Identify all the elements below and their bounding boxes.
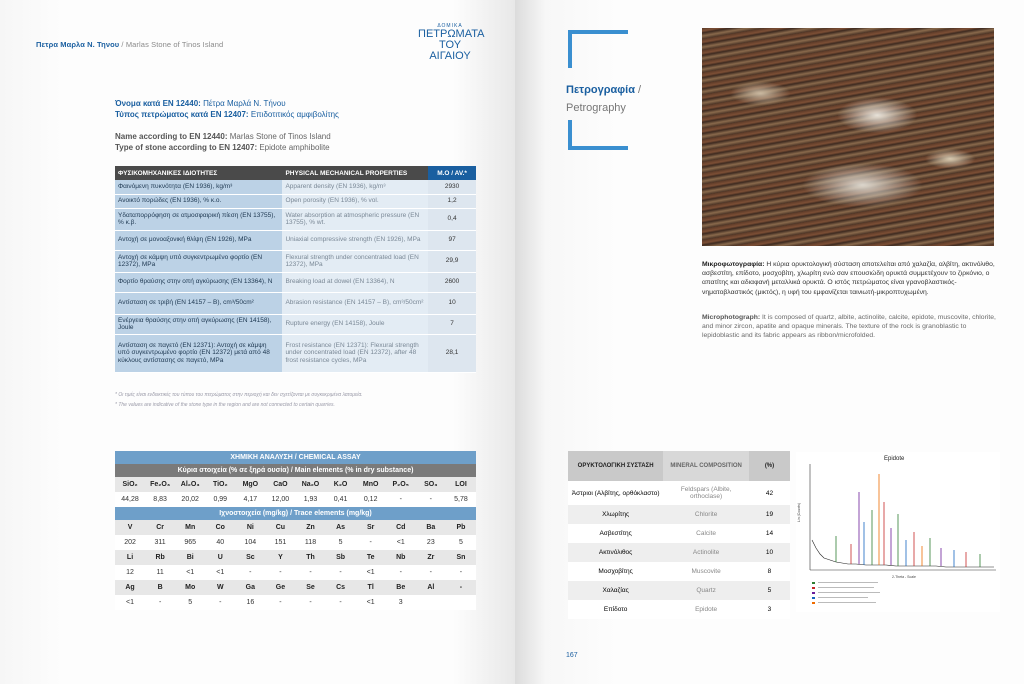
element-label: MnO xyxy=(356,477,386,492)
xrd-legend-swatch xyxy=(812,582,815,584)
table-row xyxy=(568,600,790,619)
element-value: - xyxy=(205,595,235,610)
element-label: U xyxy=(205,550,235,565)
mineral-gr: Ακτινόλιθος xyxy=(568,543,663,562)
mineral-en: Muscovite xyxy=(663,562,749,581)
properties-header-en: PHYSICAL MECHANICAL PROPERTIES xyxy=(282,166,428,180)
mineral-pct: 8 xyxy=(749,562,790,581)
element-label: Pb xyxy=(446,520,476,535)
element-value: 0,41 xyxy=(326,492,356,507)
property-en: Abrasion resistance (EN 14157 – B), cm³/50cm² xyxy=(282,292,428,314)
xrd-diffractogram xyxy=(796,452,1000,612)
header-separator: / xyxy=(119,40,126,49)
properties-table xyxy=(115,166,476,373)
table-row xyxy=(568,543,790,562)
chemical-title-gr: ΧΗΜΙΚΗ ΑΝΑΛΥΣΗ xyxy=(230,454,293,461)
element-value: 4,17 xyxy=(235,492,265,507)
element-label: P₂O₅ xyxy=(386,477,416,492)
header-subtitle: Marlas Stone of Tinos Island xyxy=(125,40,224,49)
logo-line-1: ΔΟΜΙΚΑ xyxy=(437,23,463,29)
table-row xyxy=(568,481,790,505)
element-label: Cd xyxy=(386,520,416,535)
element-value: 11 xyxy=(145,565,175,580)
element-value: - xyxy=(326,565,356,580)
element-label: Zn xyxy=(295,520,325,535)
properties-header-gr: ΦΥΣΙΚΟΜΗΧΑΝΙΚΕΣ ΙΔΙΟΤΗΤΕΣ xyxy=(115,166,282,180)
mineral-pct: 42 xyxy=(749,481,790,505)
element-value: 965 xyxy=(175,535,205,550)
gr-type-label: Τύπος πετρώματος κατά EN 12407: xyxy=(115,110,249,119)
element-value: 202 xyxy=(115,535,145,550)
mineral-pct: 19 xyxy=(749,505,790,524)
xrd-legend-swatch xyxy=(812,597,815,599)
element-value: - xyxy=(416,492,446,507)
note-gr: * Οι τιμές είναι ενδεικτικές του τύπου του πετρώματος στην περιοχή και δεν σχετίζονται με συγκεκριμένα λατομεία. xyxy=(115,392,363,398)
table-row xyxy=(568,505,790,524)
xrd-legend-line xyxy=(818,597,868,598)
petrography-title-gr: Πετρογραφία xyxy=(566,84,635,96)
element-value: - xyxy=(145,595,175,610)
mineral-header-en: MINERAL COMPOSITION xyxy=(663,451,749,481)
element-label: Co xyxy=(205,520,235,535)
element-value: <1 xyxy=(115,595,145,610)
element-label: Mo xyxy=(175,580,205,595)
xrd-legend-line xyxy=(818,592,880,593)
table-row xyxy=(568,581,790,600)
element-label: Ga xyxy=(235,580,265,595)
gr-type-value: Επιδοτιτικός αμφιβολίτης xyxy=(250,110,339,119)
table-row xyxy=(568,524,790,543)
en-type-line xyxy=(115,143,330,152)
element-value: 311 xyxy=(145,535,175,550)
element-value xyxy=(446,595,476,610)
element-value: 151 xyxy=(265,535,295,550)
table-row xyxy=(115,334,476,372)
micro-description-en xyxy=(702,313,996,341)
element-value: 3 xyxy=(386,595,416,610)
mineral-en: Epidote xyxy=(663,600,749,619)
frame-top-bar xyxy=(568,30,628,34)
element-value: <1 xyxy=(175,565,205,580)
xrd-legend-line xyxy=(818,602,876,603)
table-row xyxy=(115,314,476,334)
main-elements-labels xyxy=(115,477,476,492)
element-value: 118 xyxy=(295,535,325,550)
element-value: - xyxy=(295,595,325,610)
element-value: 20,02 xyxy=(175,492,205,507)
table-row xyxy=(115,180,476,194)
element-label: K₂O xyxy=(326,477,356,492)
element-value: 16 xyxy=(235,595,265,610)
trace-elements-table xyxy=(115,520,476,610)
trace-values-row xyxy=(115,595,476,610)
table-row xyxy=(115,292,476,314)
mineral-en: Quartz xyxy=(663,581,749,600)
mineral-header-gr: ΟΡΥΚΤΟΛΟΓΙΚΗ ΣΥΣΤΑΣΗ xyxy=(568,451,663,481)
en-name-label: Name according to EN 12440: xyxy=(115,132,228,141)
micro-text-en: It is composed of quartz, albite, actinolite, calcite, epidote, muscovite, chlorite, and minor zircon, apatite and opaque minerals. The texture of the rock is granoblastic to lepidoblastic and its fabric appears as ribbon/microfolded. xyxy=(702,314,996,340)
mineral-table xyxy=(568,451,790,619)
mineral-en: Feldspars (Albite, orthoclase) xyxy=(663,481,749,505)
element-value: - xyxy=(265,565,295,580)
micro-label-en: Microphotograph: xyxy=(702,314,761,321)
property-en: Breaking load at dowel (EN 13364), N xyxy=(282,272,428,292)
element-label: Zr xyxy=(416,550,446,565)
property-value: 2930 xyxy=(428,180,476,194)
property-value: 1,2 xyxy=(428,194,476,208)
element-label: Li xyxy=(115,550,145,565)
element-label: LOI xyxy=(446,477,476,492)
element-value: - xyxy=(235,565,265,580)
property-gr: Ανοικτό πορώδες (EN 1936), % κ.ο. xyxy=(115,194,282,208)
element-label: Al₂O₃ xyxy=(175,477,205,492)
element-label: Sc xyxy=(235,550,265,565)
main-elements-table xyxy=(115,477,476,507)
element-value: 44,28 xyxy=(115,492,145,507)
chemical-assay xyxy=(115,451,476,610)
element-value: 1,93 xyxy=(295,492,325,507)
property-en: Frost resistance (EN 12371): Flexural strength under concentrated load (EN 12372), after 48 frost resistance cycles, MPa xyxy=(282,334,428,372)
element-label: Na₂O xyxy=(295,477,325,492)
gr-name-label: Όνομα κατά EN 12440: xyxy=(115,99,201,108)
element-value: 0,99 xyxy=(205,492,235,507)
property-en: Rupture energy (EN 14158), Joule xyxy=(282,314,428,334)
element-value: - xyxy=(356,535,386,550)
header-title: Πετρα Μαρλα Ν. Τηνου xyxy=(36,40,120,49)
xrd-legend-line xyxy=(818,582,878,583)
main-elements-values xyxy=(115,492,476,507)
property-gr: Αντίσταση σε τριβή (EN 14157 – B), cm³/50cm² xyxy=(115,292,282,314)
properties-header-value: M.O / AV.* xyxy=(428,166,476,180)
element-label: Sn xyxy=(446,550,476,565)
mineral-en: Calcite xyxy=(663,524,749,543)
property-value: 10 xyxy=(428,292,476,314)
petrography-title-slash: / xyxy=(634,84,642,96)
property-value: 0,4 xyxy=(428,208,476,230)
element-label: Sr xyxy=(356,520,386,535)
element-value: 5 xyxy=(326,535,356,550)
element-value: <1 xyxy=(205,565,235,580)
xrd-legend-line xyxy=(818,587,874,588)
table-row xyxy=(115,208,476,230)
trace-elements-header: Ιχνοστοιχεία (mg/kg) / Trace elements (mg/kg) xyxy=(115,507,476,520)
property-gr: Υδαταπορρόφηση σε ατμοσφαιρική πίεση (EN 13755), % κ.β. xyxy=(115,208,282,230)
property-en: Uniaxial compressive strength (EN 1926), MPa xyxy=(282,230,428,250)
property-gr: Φορτίο θραύσης στην οπή αγκύρωσης (EN 13364), N xyxy=(115,272,282,292)
note-en: * The values are indicative of the stone type in the region and are not connected to certain quarries. xyxy=(115,402,335,408)
element-value: - xyxy=(386,565,416,580)
property-value: 7 xyxy=(428,314,476,334)
micro-text-gr: Η κύρια ορυκτολογική σύσταση αποτελείται από χαλαζία, αλβίτη, ακτινόλιθο, ασβεστίτη, επίδοτο, μοσχοβίτη, χλωρίτη ενώ σαν επουσιώδη ορυκτά συμμετέχουν το ζιρκόνιο, ο απατίτης και αδιαφανή μεταλλικά ορυκτά. Ο ιστός πετρώματος είναι γρανοβλαστικός-νηματοβλαστικός (μικτός), η υφή του εμφανίζεται ταινιωτή-μικροπτυχωμένη. xyxy=(702,261,995,296)
property-value: 28,1 xyxy=(428,334,476,372)
element-label: Ag xyxy=(115,580,145,595)
element-label: As xyxy=(326,520,356,535)
mineral-gr: Χαλαζίας xyxy=(568,581,663,600)
element-label: Cu xyxy=(265,520,295,535)
mineral-en: Chlorite xyxy=(663,505,749,524)
mineral-pct: 5 xyxy=(749,581,790,600)
element-label: CaO xyxy=(265,477,295,492)
xrd-legend-swatch xyxy=(812,602,815,604)
en-name-line xyxy=(115,132,331,141)
mineral-gr: Ασβεστίτης xyxy=(568,524,663,543)
en-type-value: Epidote amphibolite xyxy=(259,143,330,152)
element-label: Ba xyxy=(416,520,446,535)
petrography-title xyxy=(566,84,641,96)
micro-description-gr xyxy=(702,260,996,297)
element-value xyxy=(416,595,446,610)
element-value: 5 xyxy=(446,535,476,550)
property-value: 2600 xyxy=(428,272,476,292)
element-value: 5 xyxy=(175,595,205,610)
trace-values-row xyxy=(115,565,476,580)
property-gr: Αντοχή σε μονοαξονική θλίψη (EN 1926), MPa xyxy=(115,230,282,250)
gr-name-line xyxy=(115,99,286,108)
element-label: Mn xyxy=(175,520,205,535)
element-label: Fe₂O₃ xyxy=(145,477,175,492)
trace-labels-row xyxy=(115,580,476,595)
element-value: 0,12 xyxy=(356,492,386,507)
property-en: Flexural strength under concentrated load (EN 12372), MPa xyxy=(282,250,428,272)
element-label: Th xyxy=(295,550,325,565)
element-label: Sb xyxy=(326,550,356,565)
table-row xyxy=(115,230,476,250)
element-label: Be xyxy=(386,580,416,595)
element-label: Nb xyxy=(386,550,416,565)
mineral-pct: 10 xyxy=(749,543,790,562)
element-value: - xyxy=(295,565,325,580)
element-value: - xyxy=(265,595,295,610)
micro-label-gr: Μικροφωτογραφία: xyxy=(702,261,765,268)
element-label: Se xyxy=(295,580,325,595)
table-row xyxy=(115,272,476,292)
table-row xyxy=(115,194,476,208)
element-label: Tl xyxy=(356,580,386,595)
element-value: 40 xyxy=(205,535,235,550)
mineral-en: Actinolite xyxy=(663,543,749,562)
property-value: 97 xyxy=(428,230,476,250)
xrd-legend-swatch xyxy=(812,587,815,589)
element-value: 12 xyxy=(115,565,145,580)
running-header xyxy=(36,40,223,49)
microphotograph-image xyxy=(702,28,994,246)
logo-line-3: ΤΟΥ ΑΙΓΑΙΟΥ xyxy=(429,39,471,62)
element-label: SiO₂ xyxy=(115,477,145,492)
mineral-header-row xyxy=(568,451,790,481)
element-value: - xyxy=(326,595,356,610)
property-en: Water absorption at atmospheric pressure (EN 13755), % wt. xyxy=(282,208,428,230)
table-row xyxy=(568,562,790,581)
element-label: Y xyxy=(265,550,295,565)
properties-header-row xyxy=(115,166,476,180)
xrd-title: Epidote xyxy=(884,456,905,462)
element-label: Cs xyxy=(326,580,356,595)
property-en: Apparent density (EN 1936), kg/m³ xyxy=(282,180,428,194)
logo-line-2: ΠΕΤΡΩΜΑΤΑ xyxy=(418,28,485,40)
mineral-gr: Επίδοτο xyxy=(568,600,663,619)
element-value: 5,78 xyxy=(446,492,476,507)
mineral-gr: Μοσχοβίτης xyxy=(568,562,663,581)
element-label: SO₃ xyxy=(416,477,446,492)
xrd-ylabel: Lin (Counts) xyxy=(797,502,801,522)
element-label: Cr xyxy=(145,520,175,535)
element-value: 8,83 xyxy=(145,492,175,507)
element-label: Bi xyxy=(175,550,205,565)
en-type-label: Type of stone according to EN 12407: xyxy=(115,143,258,152)
element-label: MgO xyxy=(235,477,265,492)
en-name-value: Marlas Stone of Tinos Island xyxy=(229,132,331,141)
frame-left-top xyxy=(568,30,572,68)
frame-bottom-bar xyxy=(568,146,628,150)
property-gr: Αντίσταση σε παγετό (EN 12371): Αντοχή σε κάμψη υπό συγκεντρωμένο φορτίο (EN 12372) μετά από 48 κύκλους αντίστασης σε παγετό, MPa xyxy=(115,334,282,372)
trace-labels-row xyxy=(115,520,476,535)
element-value: - xyxy=(416,565,446,580)
petrography-title-en: Petrography xyxy=(566,102,626,114)
property-gr: Φαινόμενη πυκνότητα (EN 1936), kg/m³ xyxy=(115,180,282,194)
element-label: Ni xyxy=(235,520,265,535)
gr-name-value: Πέτρα Μαρλά Ν. Τήνου xyxy=(203,99,286,108)
table-row xyxy=(115,250,476,272)
trace-values-row xyxy=(115,535,476,550)
property-en: Open porosity (EN 1936), % vol. xyxy=(282,194,428,208)
publication-logo xyxy=(418,23,485,62)
element-value: 12,00 xyxy=(265,492,295,507)
property-value: 29,9 xyxy=(428,250,476,272)
element-label: B xyxy=(145,580,175,595)
element-label: Al xyxy=(416,580,446,595)
xrd-legend-swatch xyxy=(812,592,815,594)
element-label: W xyxy=(205,580,235,595)
mineral-gr: Χλωρίτης xyxy=(568,505,663,524)
element-label: V xyxy=(115,520,145,535)
main-elements-header: Κύρια στοιχεία (% σε ξηρά ουσία) / Main elements (% in dry substance) xyxy=(115,464,476,477)
element-label: Rb xyxy=(145,550,175,565)
element-value: 104 xyxy=(235,535,265,550)
trace-labels-row xyxy=(115,550,476,565)
mineral-gr: Άστριοι (Αλβίτης, ορθόκλαστο) xyxy=(568,481,663,505)
element-label: Ge xyxy=(265,580,295,595)
element-value: 23 xyxy=(416,535,446,550)
element-value: - xyxy=(446,565,476,580)
element-label: Te xyxy=(356,550,386,565)
mineral-pct: 14 xyxy=(749,524,790,543)
element-value: <1 xyxy=(356,565,386,580)
property-gr: Αντοχή σε κάμψη υπό συγκεντρωμένο φορτίο (EN 12372), MPa xyxy=(115,250,282,272)
element-value: <1 xyxy=(386,535,416,550)
chemical-title-en: CHEMICAL ASSAY xyxy=(298,454,361,461)
element-value: - xyxy=(386,492,416,507)
mineral-header-pct: (%) xyxy=(749,451,790,481)
property-gr: Ενέργεια θραύσης στην οπή αγκύρωσης (EN 14158), Joule xyxy=(115,314,282,334)
element-label: TiO₂ xyxy=(205,477,235,492)
chemical-title: ΧΗΜΙΚΗ ΑΝΑΛΥΣΗ / CHEMICAL ASSAY xyxy=(115,451,476,464)
mineral-pct: 3 xyxy=(749,600,790,619)
xrd-xlabel: 2-Theta - Scale xyxy=(892,575,916,579)
page-number: 167 xyxy=(566,652,578,659)
element-label: - xyxy=(446,580,476,595)
gr-type-line xyxy=(115,110,339,119)
element-value: <1 xyxy=(356,595,386,610)
